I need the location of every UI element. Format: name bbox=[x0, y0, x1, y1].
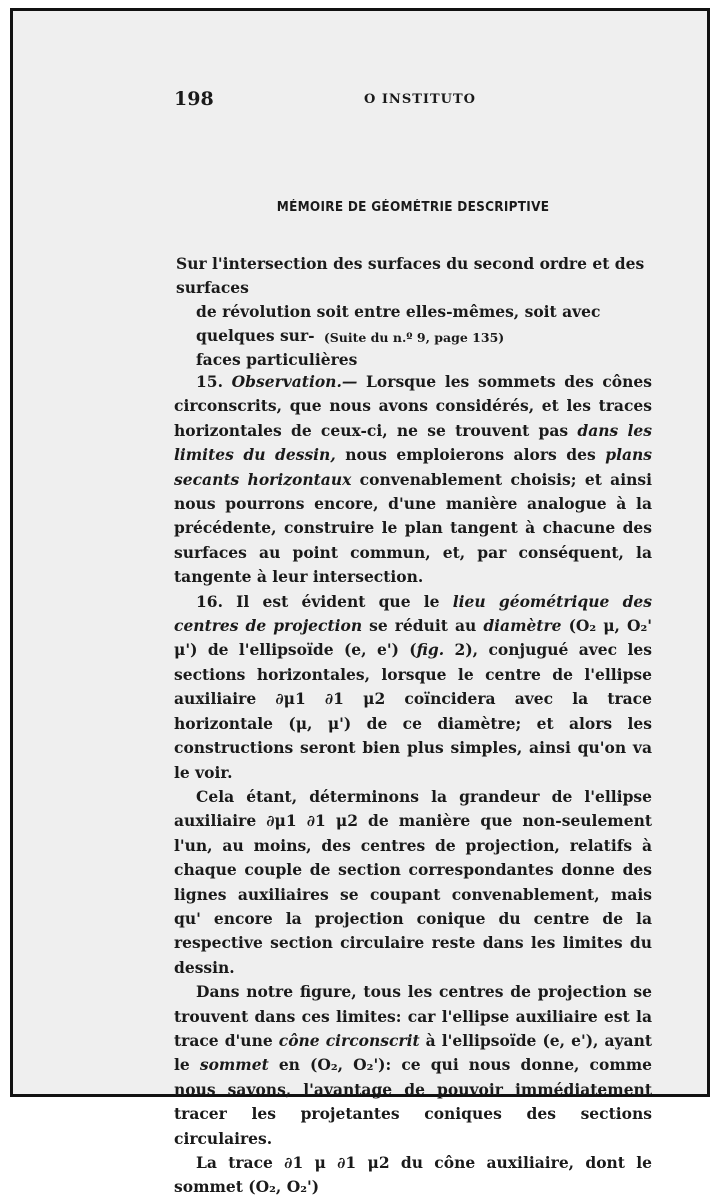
paragraph-16 bbox=[174, 590, 652, 785]
article-title: MÉMOIRE DE GÉOMÉTRIE DESCRIPTIVE bbox=[276, 200, 550, 215]
italic-run: cône circonscrit bbox=[278, 1030, 420, 1050]
subtitle-line: de révolution soit entre elles-mêmes, soit avec quelques sur- bbox=[196, 302, 601, 345]
continuation-note: (Suite du n.º 9, page 135) bbox=[323, 330, 505, 345]
text-run: Dans notre figure, tous les centres de projection se trouvent dans ces limites: car l'ellipse auxiliaire est la trace d'une bbox=[174, 982, 652, 1050]
paragraph-18 bbox=[174, 980, 652, 1151]
paragraph-19: La trace ∂1 μ ∂1 μ2 du cône auxiliaire, dont le sommet (O₂, O₂') bbox=[174, 1153, 652, 1197]
running-header bbox=[174, 88, 652, 114]
italic-run: dans les limites du dessin, bbox=[174, 420, 653, 465]
subtitle-line: Sur l'intersection des surfaces du second ordre et des surfaces bbox=[176, 254, 645, 297]
text-run: Lorsque les sommets des cônes circonscrits, que nous avons considérés, et les traces horizontales de ceux-ci, ne se trouvent pas bbox=[174, 372, 652, 440]
paragraph-number: 16. bbox=[196, 591, 223, 611]
body-text bbox=[174, 370, 652, 1200]
text-run: 2), conjugué avec les sections horizontales, lorsque le centre de l'ellipse auxiliaire ∂μ1 ∂1 μ2 coïncidera avec la trace horizontale (μ, μ') de ce diamètre; et alors les constructions seront bien plus simples, ainsi qu'on va le voir. bbox=[174, 640, 652, 782]
paragraph-number: 15. bbox=[196, 372, 223, 391]
text-run: Il est évident que le bbox=[222, 591, 453, 611]
text-run: en (O₂, O₂'): ce qui nous donne, comme nous savons, l'avantage de pouvoir immédiatement tracer les projetantes coniques des sections circulaires. bbox=[174, 1055, 652, 1148]
text-run: (O₂ μ, O₂' μ') de l'ellipsoïde (e, e') ( bbox=[174, 616, 653, 660]
text-run: à l'ellipsoïde (e, e'), ayant le bbox=[174, 1030, 652, 1075]
text-run: se réduit au bbox=[362, 616, 484, 636]
paragraph-17: Cela étant, déterminons la grandeur de l'ellipse auxiliaire ∂μ1 ∂1 μ2 de manière que non-seulement l'un, au moins, des centres de projection, relatifs à chaque couple de section correspondantes donne des lignes auxiliaires se coupant convenablement, mais qu' encore la projection conique du centre de la respective section circulaire reste dans les limites du dessin. bbox=[174, 786, 652, 977]
subtitle-line: faces particulières bbox=[196, 350, 358, 369]
italic-run: sommet bbox=[199, 1055, 269, 1075]
italic-run: plans secants horizontaux bbox=[174, 445, 653, 489]
text-run: nous emploierons alors des bbox=[335, 445, 606, 465]
italic-run: fig. bbox=[416, 640, 445, 660]
italic-run: diamètre bbox=[483, 616, 562, 636]
paragraph-label: Observation.— bbox=[231, 372, 358, 391]
running-title: O INSTITUTO bbox=[364, 92, 476, 107]
paragraph-15 bbox=[174, 370, 652, 590]
article-subtitle bbox=[176, 252, 656, 372]
text-run: convenablement choisis; et ainsi nous pourrons encore, d'une manière analogue à la précédente, construire le plan tangent à chacune des surfaces au point commun, et, par conséquent, la tangente à leur intersection. bbox=[174, 469, 652, 587]
page-number: 198 bbox=[174, 88, 214, 110]
italic-run: lieu géométrique des centres de projection bbox=[174, 591, 652, 636]
